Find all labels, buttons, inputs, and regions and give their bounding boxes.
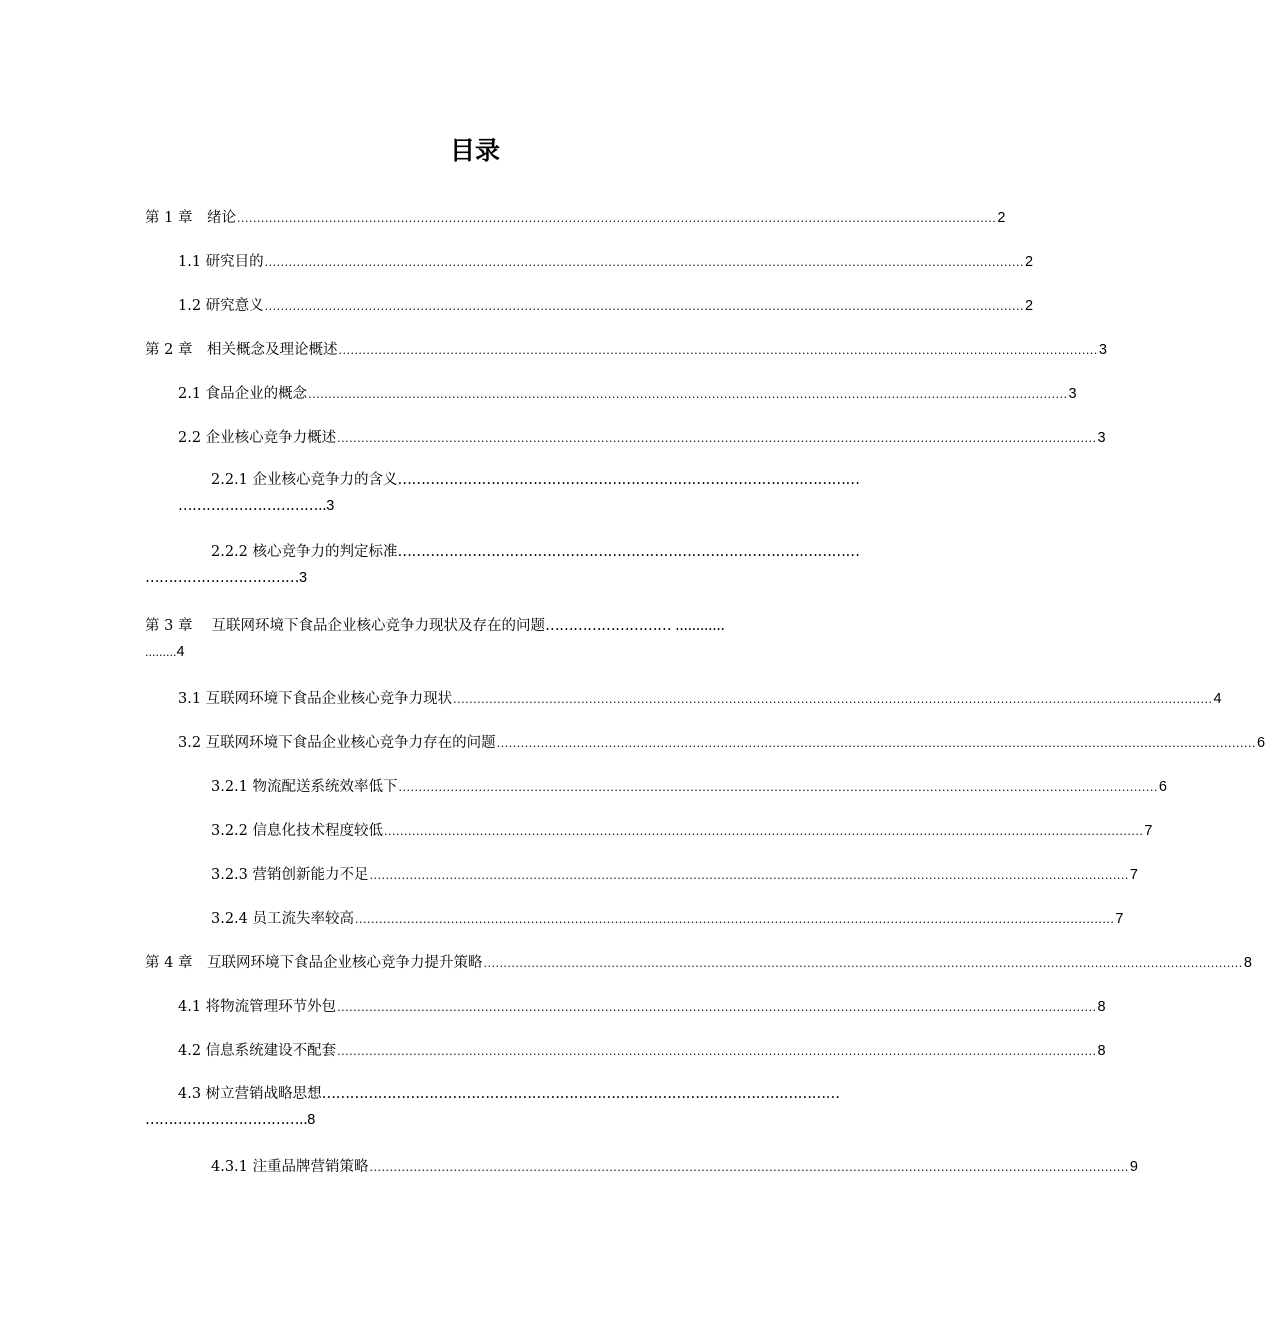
toc-entry-page: 3 bbox=[299, 570, 308, 586]
toc-entry-page: 2 bbox=[1025, 298, 1034, 314]
toc-entry-label: 3.2 互联网环境下食品企业核心竞争力存在的问题 bbox=[178, 735, 496, 751]
toc-entry-ch4[interactable] bbox=[145, 953, 1252, 974]
toc-entry-page: 3 bbox=[1098, 342, 1107, 358]
toc-entry-label: 2.2.2 核心竞争力的判定标准 bbox=[211, 544, 398, 560]
dot-leader: .............................................................................................................................................................................................. bbox=[264, 256, 1025, 269]
dot-leader: ………………………….. bbox=[178, 498, 327, 514]
toc-entry-4-1[interactable] bbox=[178, 997, 1106, 1018]
toc-entry-page: 6 bbox=[1257, 735, 1265, 751]
toc-entry-3-2-1[interactable] bbox=[211, 777, 1167, 798]
toc-entry-label: 第 1 章 绪论 bbox=[145, 210, 236, 226]
dot-leader: .............................................................................................................................................................................................. bbox=[496, 737, 1257, 750]
dot-leader: .............................................................................................................................................................................................. bbox=[337, 1001, 1097, 1014]
toc-entry-ch1[interactable] bbox=[145, 208, 1006, 229]
dot-leader: ……………………………………………………………………………………… bbox=[397, 472, 860, 488]
toc-entry-page: 8 bbox=[1097, 1043, 1106, 1059]
dot-leader: ……………………… ............ bbox=[545, 618, 725, 634]
dot-leader: .............................................................................................................................................................................................. bbox=[337, 432, 1097, 445]
toc-entry-page: 3 bbox=[326, 498, 335, 514]
dot-leader: .............................................................................................................................................................................................. bbox=[453, 693, 1213, 706]
toc-entry-2-2-1[interactable] bbox=[145, 470, 860, 524]
dot-leader: .............................................................................................................................................................................................. bbox=[483, 957, 1243, 970]
dot-leader: .............................................................................................................................................................................................. bbox=[236, 212, 997, 225]
toc-entry-page: 3 bbox=[1068, 386, 1077, 402]
toc-entry-label: 4.3.1 注重品牌营销策略 bbox=[211, 1159, 369, 1175]
dot-leader: ……………………………………………………………………………………… bbox=[397, 544, 860, 560]
dot-leader: ………………………………………………………………………………………………… bbox=[321, 1086, 840, 1102]
toc-entry-label: 1.1 研究目的 bbox=[178, 254, 264, 270]
toc-entry-4-2[interactable] bbox=[178, 1041, 1106, 1062]
toc-entry-page: 7 bbox=[1129, 867, 1138, 883]
toc-entry-label: 4.1 将物流管理环节外包 bbox=[178, 999, 337, 1015]
toc-entry-ch2[interactable] bbox=[145, 340, 1107, 361]
toc-entry-page: 7 bbox=[1115, 911, 1124, 927]
dot-leader: .............................................................................................................................................................................................. bbox=[369, 1161, 1129, 1174]
toc-entry-3-2-2[interactable] bbox=[211, 821, 1153, 842]
dot-leader: …………………………….. bbox=[145, 1112, 308, 1128]
toc-entry-4-3-1[interactable] bbox=[211, 1157, 1138, 1178]
toc-entry-3-2-3[interactable] bbox=[211, 865, 1138, 886]
dot-leader: .............................................................................................................................................................................................. bbox=[384, 825, 1144, 838]
toc-entry-1-1[interactable] bbox=[178, 252, 1034, 273]
toc-entry-label: 3.2.4 员工流失率较高 bbox=[211, 911, 355, 927]
toc-entry-label: 2.2 企业核心竞争力概述 bbox=[178, 430, 337, 446]
toc-entry-label: 1.2 研究意义 bbox=[178, 298, 264, 314]
dot-leader: ......... bbox=[145, 646, 177, 659]
toc-entry-page: 8 bbox=[1243, 955, 1252, 971]
toc-entry-2-1[interactable] bbox=[178, 384, 1077, 405]
toc-entry-label: 第 3 章 互联网环境下食品企业核心竞争力现状及存在的问题 bbox=[145, 618, 546, 634]
toc-entry-label: 4.2 信息系统建设不配套 bbox=[178, 1043, 337, 1059]
toc-entry-page: 6 bbox=[1158, 779, 1167, 795]
toc-entry-page: 4 bbox=[1213, 691, 1222, 707]
dot-leader: .............................................................................................................................................................................................. bbox=[338, 344, 1098, 357]
toc-entry-page: 4 bbox=[176, 644, 185, 660]
toc-entry-page: 2 bbox=[997, 210, 1006, 226]
dot-leader: …………………………… bbox=[145, 570, 299, 586]
toc-entry-label: 2.2.1 企业核心竞争力的含义 bbox=[211, 472, 398, 488]
toc-entry-label: 第 2 章 相关概念及理论概述 bbox=[145, 342, 338, 358]
toc-entry-page: 8 bbox=[307, 1112, 316, 1128]
toc-entry-label: 3.1 互联网环境下食品企业核心竞争力现状 bbox=[178, 691, 453, 707]
dot-leader: .............................................................................................................................................................................................. bbox=[264, 300, 1025, 313]
dot-leader: .............................................................................................................................................................................................. bbox=[308, 388, 1068, 401]
dot-leader: .............................................................................................................................................................................................. bbox=[355, 913, 1115, 926]
toc-title: 目录 bbox=[449, 136, 500, 165]
toc-entry-1-2[interactable] bbox=[178, 296, 1034, 317]
dot-leader: .............................................................................................................................................................................................. bbox=[398, 781, 1158, 794]
toc-entry-3-2[interactable] bbox=[178, 733, 1265, 754]
toc-entry-label: 3.2.1 物流配送系统效率低下 bbox=[211, 779, 398, 795]
toc-entry-2-2-2[interactable] bbox=[145, 542, 860, 596]
toc-entry-4-3[interactable] bbox=[145, 1084, 840, 1138]
toc-entry-page: 3 bbox=[1097, 430, 1106, 446]
toc-entry-2-2[interactable] bbox=[178, 428, 1106, 449]
dot-leader: .............................................................................................................................................................................................. bbox=[337, 1045, 1097, 1058]
toc-entry-label: 第 4 章 互联网环境下食品企业核心竞争力提升策略 bbox=[145, 955, 483, 971]
toc-entry-label: 2.1 食品企业的概念 bbox=[178, 386, 308, 402]
toc-entry-3-2-4[interactable] bbox=[211, 909, 1124, 930]
toc-entry-page: 2 bbox=[1025, 254, 1034, 270]
toc-entry-page: 8 bbox=[1097, 999, 1106, 1015]
toc-entry-label: 3.2.2 信息化技术程度较低 bbox=[211, 823, 384, 839]
toc-entry-page: 7 bbox=[1144, 823, 1153, 839]
toc-entry-3-1[interactable] bbox=[178, 689, 1222, 710]
toc-entry-label: 4.3 树立营销战略思想 bbox=[178, 1086, 322, 1102]
toc-entry-page: 9 bbox=[1129, 1159, 1138, 1175]
dot-leader: .............................................................................................................................................................................................. bbox=[369, 869, 1129, 882]
toc-entry-ch3[interactable] bbox=[145, 616, 807, 670]
toc-entry-label: 3.2.3 营销创新能力不足 bbox=[211, 867, 369, 883]
